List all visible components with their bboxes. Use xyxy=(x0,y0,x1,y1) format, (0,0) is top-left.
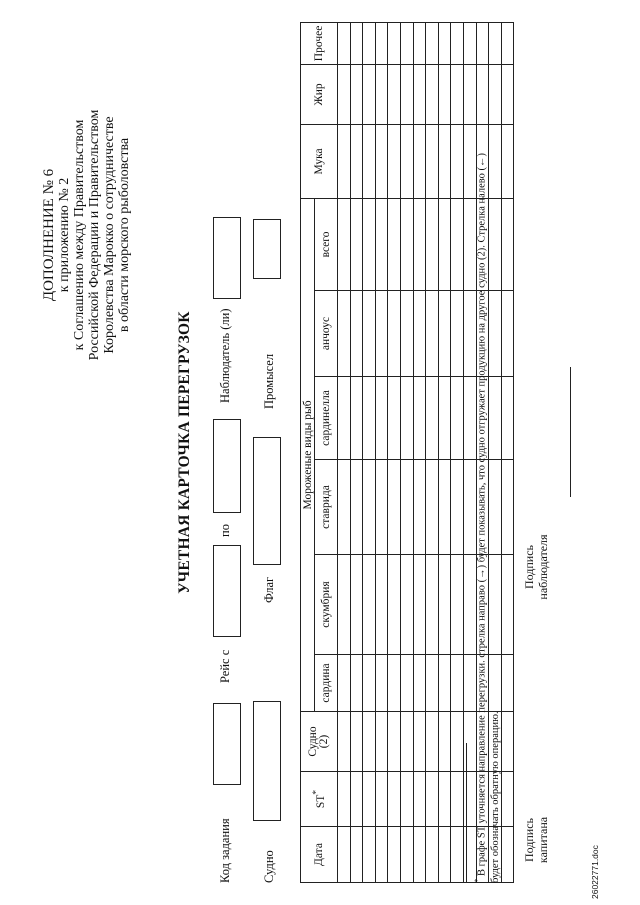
table-row xyxy=(413,22,426,882)
table-cell[interactable] xyxy=(413,64,426,124)
observer-signature-line1: Подпись xyxy=(522,544,536,590)
table-cell[interactable] xyxy=(438,655,451,712)
table-cell[interactable] xyxy=(388,655,401,712)
observer-signature-line[interactable] xyxy=(570,367,571,497)
footnote-separator xyxy=(466,743,467,883)
table-cell[interactable] xyxy=(350,22,363,64)
table-cell[interactable] xyxy=(438,460,451,555)
header-line-2: к приложению № 2 xyxy=(57,177,72,293)
table-cell[interactable] xyxy=(338,124,351,198)
captain-signature-line1: Подпись xyxy=(522,817,536,863)
table-cell[interactable] xyxy=(350,377,363,460)
table-cell[interactable] xyxy=(501,22,514,64)
flag-label: Флаг xyxy=(262,576,276,603)
table-cell[interactable] xyxy=(413,198,426,290)
table-cell[interactable] xyxy=(375,655,388,712)
table-cell[interactable] xyxy=(350,655,363,712)
table-cell[interactable] xyxy=(451,772,464,827)
table-row xyxy=(375,22,388,882)
table-cell[interactable] xyxy=(363,555,376,655)
table-cell[interactable] xyxy=(451,124,464,198)
table-cell[interactable] xyxy=(375,22,388,64)
table-cell[interactable] xyxy=(363,460,376,555)
table-cell[interactable] xyxy=(501,655,514,712)
table-cell[interactable] xyxy=(400,827,413,883)
header-line-4: Российской Федерации и Правительством xyxy=(87,109,102,361)
table-cell[interactable] xyxy=(375,377,388,460)
trip-to-label: по xyxy=(218,524,232,537)
fishery-label: Промысел xyxy=(262,353,276,409)
table-cell[interactable] xyxy=(388,64,401,124)
table-cell[interactable] xyxy=(438,22,451,64)
col-other-label: Прочее xyxy=(313,25,325,62)
table-cell[interactable] xyxy=(363,124,376,198)
table-cell[interactable] xyxy=(413,555,426,655)
table-cell[interactable] xyxy=(388,772,401,827)
table-cell[interactable] xyxy=(413,22,426,64)
table-cell[interactable] xyxy=(400,64,413,124)
col-mackerel-label: скумбрия xyxy=(320,581,332,628)
table-row xyxy=(438,22,451,882)
table-cell[interactable] xyxy=(363,712,376,772)
table-cell[interactable] xyxy=(426,377,439,460)
table-cell[interactable] xyxy=(350,64,363,124)
table-cell[interactable] xyxy=(451,22,464,64)
vessel-field[interactable] xyxy=(253,701,281,821)
table-cell[interactable] xyxy=(338,377,351,460)
table-cell[interactable] xyxy=(350,198,363,290)
table-cell[interactable] xyxy=(438,712,451,772)
col-mackerel xyxy=(315,555,338,655)
table-cell[interactable] xyxy=(426,460,439,555)
col-flour xyxy=(301,124,338,198)
table-cell[interactable] xyxy=(413,377,426,460)
page-title: УЧЕТНАЯ КАРТОЧКА ПЕРЕГРУЗОК xyxy=(176,311,193,594)
col-horse-mackerel xyxy=(315,460,338,555)
table-cell[interactable] xyxy=(400,22,413,64)
table-cell[interactable] xyxy=(375,64,388,124)
table-cell[interactable] xyxy=(438,291,451,377)
document-id: 26022771.doc xyxy=(590,845,600,899)
col-vessel2-line1: Судно xyxy=(307,726,319,757)
table-cell[interactable] xyxy=(438,377,451,460)
table-cell[interactable] xyxy=(363,377,376,460)
table-cell[interactable] xyxy=(400,772,413,827)
table-cell[interactable] xyxy=(501,198,514,290)
table-row xyxy=(338,22,351,882)
table-cell[interactable] xyxy=(400,655,413,712)
table-cell[interactable] xyxy=(388,377,401,460)
col-vessel2-line2: (2) xyxy=(318,734,330,749)
col-st-label: ST xyxy=(314,794,327,809)
table-cell[interactable] xyxy=(388,291,401,377)
table-cell[interactable] xyxy=(338,291,351,377)
table-cell[interactable] xyxy=(413,712,426,772)
table-cell[interactable] xyxy=(426,22,439,64)
col-frozen-group-label: Мороженые виды рыб xyxy=(301,400,314,510)
captain-signature-label xyxy=(522,805,550,875)
table-cell[interactable] xyxy=(375,772,388,827)
observer-field[interactable] xyxy=(213,217,241,299)
col-date-label: Дата xyxy=(313,843,325,866)
table-cell[interactable] xyxy=(338,827,351,883)
table-cell[interactable] xyxy=(451,655,464,712)
table-cell[interactable] xyxy=(363,291,376,377)
col-sardine-label: сардина xyxy=(320,663,332,703)
table-cell[interactable] xyxy=(338,22,351,64)
table-cell[interactable] xyxy=(400,460,413,555)
col-sardinella-label: сардинелла xyxy=(320,390,332,446)
table-cell[interactable] xyxy=(350,827,363,883)
col-sardinella xyxy=(315,377,338,460)
header-line-3: к Соглашению между Правительством xyxy=(72,119,87,351)
col-vessel2 xyxy=(301,712,338,772)
table-row xyxy=(451,22,464,882)
table-cell[interactable] xyxy=(451,291,464,377)
table-cell[interactable] xyxy=(426,291,439,377)
col-sardine xyxy=(315,655,338,712)
table-cell[interactable] xyxy=(501,460,514,555)
table-cell[interactable] xyxy=(388,712,401,772)
table-cell[interactable] xyxy=(451,198,464,290)
observer-signature-label xyxy=(522,517,550,617)
table-cell[interactable] xyxy=(413,291,426,377)
table-row xyxy=(426,22,439,882)
table-cell[interactable] xyxy=(413,827,426,883)
table-row xyxy=(501,22,514,882)
col-total-label: всего xyxy=(320,231,332,258)
table-cell[interactable] xyxy=(363,772,376,827)
table-row xyxy=(363,22,376,882)
table-cell[interactable] xyxy=(375,460,388,555)
table-cell[interactable] xyxy=(501,124,514,198)
table-cell[interactable] xyxy=(400,712,413,772)
table-row xyxy=(388,22,401,882)
table-cell[interactable] xyxy=(363,64,376,124)
table-cell[interactable] xyxy=(375,291,388,377)
trip-from-field[interactable] xyxy=(213,545,241,637)
table-cell[interactable] xyxy=(338,555,351,655)
table-cell[interactable] xyxy=(363,198,376,290)
table-cell[interactable] xyxy=(438,772,451,827)
agreement-header xyxy=(42,25,132,445)
table-cell[interactable] xyxy=(426,655,439,712)
table-cell[interactable] xyxy=(388,22,401,64)
table-row xyxy=(400,22,413,882)
table-cell[interactable] xyxy=(400,291,413,377)
table-cell[interactable] xyxy=(426,827,439,883)
table-cell[interactable] xyxy=(350,772,363,827)
table-cell[interactable] xyxy=(388,460,401,555)
col-st xyxy=(301,772,338,827)
footnote-line-1: В графе ST уточняется направление перегрузки. стрелка направо (→) будет показывать, что судно отгружает продукцию на другое судно (2). Стрелка налево (←) xyxy=(476,152,488,876)
table-cell[interactable] xyxy=(451,827,464,883)
col-fat-label: Жир xyxy=(313,83,325,106)
table-cell[interactable] xyxy=(375,827,388,883)
flag-field[interactable] xyxy=(253,437,281,565)
table-cell[interactable] xyxy=(426,772,439,827)
header-line-5: Королевства Марокко о сотрудничестве xyxy=(102,116,117,354)
col-anchovy xyxy=(315,291,338,377)
table-cell[interactable] xyxy=(338,712,351,772)
footnote-mark: * xyxy=(472,878,482,883)
table-cell[interactable] xyxy=(388,198,401,290)
trip-from-label: Рейс с xyxy=(218,649,232,683)
col-frozen-group xyxy=(301,198,315,711)
table-cell[interactable] xyxy=(438,198,451,290)
table-cell[interactable] xyxy=(438,64,451,124)
table-cell[interactable] xyxy=(350,555,363,655)
table-cell[interactable] xyxy=(438,827,451,883)
table-cell[interactable] xyxy=(388,555,401,655)
task-code-field[interactable] xyxy=(213,703,241,785)
table-cell[interactable] xyxy=(426,555,439,655)
fishery-field[interactable] xyxy=(253,219,281,279)
footnote xyxy=(471,23,502,883)
table-cell[interactable] xyxy=(388,827,401,883)
table-cell[interactable] xyxy=(375,198,388,290)
table-cell[interactable] xyxy=(350,291,363,377)
table-cell[interactable] xyxy=(451,64,464,124)
observer-label: Наблюдатель (ли) xyxy=(218,308,232,403)
table-cell[interactable] xyxy=(375,712,388,772)
col-anchovy-label: анчоус xyxy=(320,316,332,351)
table-cell[interactable] xyxy=(451,377,464,460)
footnote-line-2: будет обозначать обратную операцию. xyxy=(489,711,501,883)
table-cell[interactable] xyxy=(350,124,363,198)
table-cell[interactable] xyxy=(451,555,464,655)
table-cell[interactable] xyxy=(413,655,426,712)
table-row xyxy=(350,22,363,882)
table-cell[interactable] xyxy=(350,460,363,555)
table-cell[interactable] xyxy=(338,772,351,827)
col-st-footnote-mark: * xyxy=(311,789,323,795)
table-cell[interactable] xyxy=(501,772,514,827)
table-cell[interactable] xyxy=(501,712,514,772)
col-flour-label: Мука xyxy=(313,148,325,175)
table-cell[interactable] xyxy=(338,460,351,555)
table-cell[interactable] xyxy=(363,22,376,64)
table-cell[interactable] xyxy=(501,291,514,377)
table-cell[interactable] xyxy=(501,377,514,460)
table-cell[interactable] xyxy=(426,712,439,772)
table-cell[interactable] xyxy=(426,124,439,198)
table-cell[interactable] xyxy=(451,460,464,555)
task-code-label: Код задания xyxy=(218,818,232,883)
vessel-label: Судно xyxy=(262,850,276,883)
table-cell[interactable] xyxy=(438,555,451,655)
table-cell[interactable] xyxy=(400,124,413,198)
table-cell[interactable] xyxy=(350,712,363,772)
header-line-6: в области морского рыболовства xyxy=(117,137,132,333)
table-cell[interactable] xyxy=(400,377,413,460)
table-cell[interactable] xyxy=(388,124,401,198)
table-cell[interactable] xyxy=(375,124,388,198)
table-cell[interactable] xyxy=(426,198,439,290)
table-cell[interactable] xyxy=(400,198,413,290)
table-cell[interactable] xyxy=(413,124,426,198)
col-other xyxy=(301,22,338,64)
table-cell[interactable] xyxy=(338,198,351,290)
table-cell[interactable] xyxy=(363,827,376,883)
table-cell[interactable] xyxy=(400,555,413,655)
col-fat xyxy=(301,64,338,124)
table-cell[interactable] xyxy=(451,712,464,772)
trip-to-field[interactable] xyxy=(213,419,241,513)
observer-signature-line2: наблюдателя xyxy=(536,534,550,600)
col-total xyxy=(315,198,338,290)
table-cell[interactable] xyxy=(363,655,376,712)
table-cell[interactable] xyxy=(413,460,426,555)
col-horse-mackerel-label: ставрида xyxy=(320,485,332,529)
table-cell[interactable] xyxy=(338,64,351,124)
table-cell[interactable] xyxy=(501,827,514,883)
table-cell[interactable] xyxy=(338,655,351,712)
table-cell[interactable] xyxy=(375,555,388,655)
captain-signature-line2: капитана xyxy=(536,816,550,864)
col-date xyxy=(301,827,338,883)
table-cell[interactable] xyxy=(501,555,514,655)
table-cell[interactable] xyxy=(501,64,514,124)
header-line-1: ДОПОЛНЕНИЕ № 6 xyxy=(41,168,57,302)
table-cell[interactable] xyxy=(438,124,451,198)
table-cell[interactable] xyxy=(413,772,426,827)
table-cell[interactable] xyxy=(426,64,439,124)
